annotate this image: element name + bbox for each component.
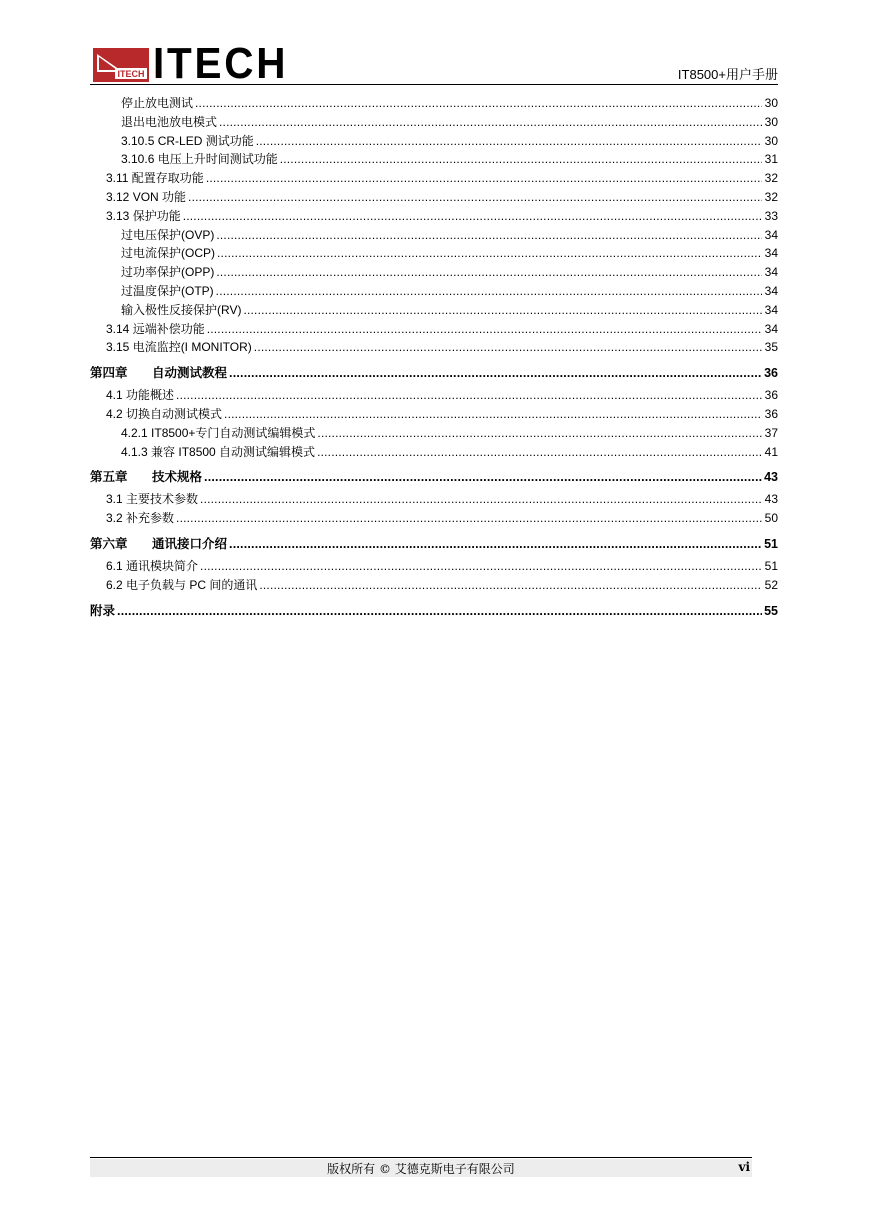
- toc-leader-dots: [200, 557, 762, 576]
- toc-leader-dots: [195, 94, 762, 113]
- toc-entry-title: 过电压保护(OVP): [121, 227, 215, 242]
- toc-entry-label: [121, 132, 254, 151]
- toc-entry-label: [90, 531, 227, 557]
- toc-entry[interactable]: [90, 188, 778, 207]
- toc-entry-label: [121, 150, 278, 169]
- copyright-text: 版权所有 © 艾德克斯电子有限公司: [327, 1162, 515, 1176]
- toc-page-number: 31: [764, 152, 778, 167]
- toc-page-number: 36: [764, 388, 778, 403]
- toc-leader-dots: [254, 338, 762, 357]
- toc-leader-dots: [224, 405, 762, 424]
- toc-entry-title: 4.1.3 兼容 IT8500 自动测试编辑模式: [121, 444, 316, 459]
- toc-page-number: 33: [764, 208, 778, 223]
- toc-chapter-number: 第四章: [90, 366, 128, 381]
- toc-entry-label: [106, 490, 198, 509]
- logo-mark-text: ITECH: [117, 69, 145, 79]
- toc-leader-dots: [217, 244, 762, 263]
- toc-entry-title: 3.10.6 电压上升时间测试功能: [121, 152, 278, 167]
- toc-entry-title: 过温度保护(OTP): [121, 283, 214, 298]
- toc-entry[interactable]: [90, 443, 778, 462]
- toc-entry-label: [106, 207, 181, 226]
- toc-page-number: 55: [764, 603, 778, 618]
- toc-leader-dots: [229, 360, 762, 386]
- toc-entry[interactable]: [90, 226, 778, 245]
- toc-entry-title: 退出电池放电模式: [121, 114, 218, 129]
- toc-page-number: 32: [764, 189, 778, 204]
- toc-entry-label: [90, 360, 227, 386]
- toc-entry-title: 自动测试教程: [152, 366, 228, 381]
- toc-page-number: 41: [764, 444, 778, 459]
- page-number: vi: [738, 1160, 750, 1174]
- toc-page-number: 51: [764, 536, 778, 551]
- toc-entry[interactable]: [90, 301, 778, 320]
- toc-leader-dots: [256, 132, 762, 151]
- toc-leader-dots: [188, 188, 762, 207]
- toc-chapter-entry[interactable]: [90, 531, 778, 557]
- toc-entry-title: 输入极性反接保护(RV): [121, 302, 242, 317]
- toc-leader-dots: [183, 207, 762, 226]
- toc-page-number: 36: [764, 366, 778, 381]
- toc-leader-dots: [259, 576, 762, 595]
- toc-page-number: 51: [764, 558, 778, 573]
- table-of-contents: [90, 94, 778, 624]
- toc-entry-label: [106, 386, 174, 405]
- toc-page-number: 34: [764, 302, 778, 317]
- toc-leader-dots: [204, 464, 762, 490]
- toc-entry-label: [106, 557, 198, 576]
- itech-logo-mark: [93, 48, 149, 82]
- toc-entry-title: 3.2 补充参数: [106, 511, 175, 526]
- toc-entry-title: 4.2.1 IT8500+专门自动测试编辑模式: [121, 425, 316, 440]
- toc-entry-label: [106, 509, 174, 528]
- toc-entry[interactable]: [90, 169, 778, 188]
- toc-entry-title: 通讯接口介绍: [152, 536, 228, 551]
- toc-entry[interactable]: [90, 405, 778, 424]
- toc-entry-title: 3.14 远端补偿功能: [106, 321, 205, 336]
- toc-entry[interactable]: [90, 386, 778, 405]
- toc-entry-label: [121, 113, 217, 132]
- toc-page-number: 30: [764, 114, 778, 129]
- toc-entry[interactable]: [90, 244, 778, 263]
- toc-entry-label: [121, 226, 214, 245]
- toc-entry-title: 3.10.5 CR-LED 测试功能: [121, 133, 254, 148]
- itech-logo: [93, 39, 300, 88]
- toc-entry-title: 4.1 功能概述: [106, 388, 175, 403]
- toc-page-number: 34: [764, 227, 778, 242]
- toc-page-number: 50: [764, 511, 778, 526]
- toc-entry[interactable]: [90, 132, 778, 151]
- toc-leader-dots: [317, 443, 762, 462]
- toc-page-number: 43: [764, 492, 778, 507]
- toc-entry[interactable]: [90, 509, 778, 528]
- toc-entry-title: 附录: [90, 603, 116, 618]
- toc-entry-label: [106, 320, 205, 339]
- toc-entry[interactable]: [90, 424, 778, 443]
- toc-entry-title: 3.11 配置存取功能: [106, 171, 204, 186]
- toc-entry[interactable]: [90, 263, 778, 282]
- toc-entry-label: [121, 244, 215, 263]
- toc-entry[interactable]: [90, 150, 778, 169]
- toc-leader-dots: [176, 386, 762, 405]
- toc-entry-label: [106, 188, 186, 207]
- toc-entry[interactable]: [90, 282, 778, 301]
- toc-chapter-entry[interactable]: [90, 360, 778, 386]
- toc-page-number: 34: [764, 265, 778, 280]
- toc-entry-label: [106, 338, 252, 357]
- toc-page-number: 34: [764, 321, 778, 336]
- toc-leader-dots: [200, 490, 762, 509]
- toc-chapter-number: 第五章: [90, 470, 128, 485]
- toc-entry[interactable]: [90, 94, 778, 113]
- toc-page-number: 43: [764, 470, 778, 485]
- toc-page-number: 35: [764, 340, 778, 355]
- toc-entry-title: 3.15 电流监控(I MONITOR): [106, 340, 252, 355]
- toc-entry-label: [121, 282, 214, 301]
- toc-entry-label: [121, 263, 214, 282]
- toc-leader-dots: [216, 282, 762, 301]
- toc-entry-title: 6.2 电子负载与 PC 间的通讯: [106, 577, 258, 592]
- toc-entry-label: [121, 94, 193, 113]
- toc-page-number: 36: [764, 406, 778, 421]
- toc-entry[interactable]: [90, 320, 778, 339]
- toc-leader-dots: [243, 301, 762, 320]
- toc-leader-dots: [206, 169, 762, 188]
- toc-leader-dots: [229, 531, 762, 557]
- toc-entry-title: 6.1 通讯模块简介: [106, 558, 199, 573]
- toc-leader-dots: [207, 320, 762, 339]
- toc-leader-dots: [216, 226, 762, 245]
- document-title: IT8500+用户手册: [677, 67, 778, 82]
- page-footer: [90, 1159, 752, 1177]
- toc-entry-label: [106, 169, 204, 188]
- logo-wordmark: ITECH: [153, 39, 289, 88]
- toc-entry-title: 停止放电测试: [121, 96, 194, 110]
- toc-entry[interactable]: [90, 576, 778, 595]
- toc-leader-dots: [216, 263, 762, 282]
- header-divider: [90, 84, 778, 85]
- toc-entry-title: 3.13 保护功能: [106, 208, 181, 223]
- toc-entry-title: 技术规格: [152, 470, 203, 485]
- toc-entry-label: [121, 301, 241, 320]
- toc-chapter-entry[interactable]: [90, 598, 778, 624]
- toc-entry-title: 3.12 VON 功能: [106, 189, 187, 204]
- toc-entry-title: 过功率保护(OPP): [121, 265, 215, 280]
- toc-entry-label: [121, 443, 315, 462]
- toc-entry[interactable]: [90, 557, 778, 576]
- toc-leader-dots: [219, 113, 762, 132]
- toc-entry[interactable]: [90, 207, 778, 226]
- toc-entry-label: [90, 464, 202, 490]
- toc-entry-title: 过电流保护(OCP): [121, 246, 215, 261]
- toc-entry-label: [106, 576, 257, 595]
- toc-entry-title: 4.2 切换自动测试模式: [106, 406, 223, 421]
- toc-entry[interactable]: [90, 338, 778, 357]
- toc-entry[interactable]: [90, 113, 778, 132]
- toc-chapter-number: 第六章: [90, 536, 128, 551]
- toc-page-number: 34: [764, 246, 778, 261]
- toc-leader-dots: [317, 424, 762, 443]
- toc-entry[interactable]: [90, 490, 778, 509]
- toc-leader-dots: [117, 598, 762, 624]
- footer-divider: [90, 1157, 752, 1158]
- toc-entry-label: [121, 424, 315, 443]
- toc-entry-label: [106, 405, 222, 424]
- toc-page-number: 52: [764, 577, 778, 592]
- toc-entry-title: 3.1 主要技术参数: [106, 492, 199, 507]
- toc-leader-dots: [280, 150, 762, 169]
- toc-page-number: 30: [764, 96, 778, 110]
- toc-chapter-entry[interactable]: [90, 464, 778, 490]
- toc-leader-dots: [176, 509, 762, 528]
- toc-page-number: 30: [764, 133, 778, 148]
- toc-page-number: 34: [764, 283, 778, 298]
- toc-entry-label: [90, 598, 115, 624]
- toc-page-number: 32: [764, 171, 778, 186]
- toc-page-number: 37: [764, 425, 778, 440]
